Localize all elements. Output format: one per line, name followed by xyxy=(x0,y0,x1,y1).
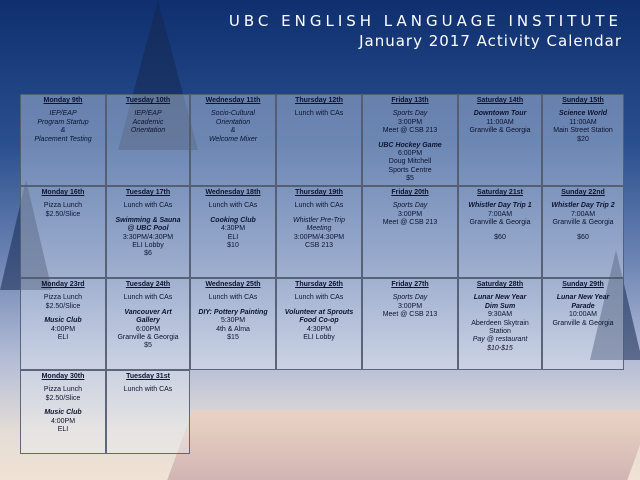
event-line: Cooking Club xyxy=(210,216,256,224)
calendar-day-cell xyxy=(106,278,190,370)
event-line: Doug Mitchell xyxy=(388,158,432,166)
calendar-day-cell xyxy=(542,278,624,370)
event-line: Lunch with CAs xyxy=(208,294,258,302)
event-line: Placement Testing xyxy=(34,135,92,143)
event-line: Sports Centre xyxy=(388,166,432,174)
event-line: $60 xyxy=(577,233,589,241)
event-line: $20 xyxy=(577,135,589,143)
calendar-day-cell xyxy=(362,94,458,186)
event-line: $2.50/Slice xyxy=(45,302,81,310)
event-line: ELI xyxy=(227,233,239,241)
event-line: UBC Hockey Game xyxy=(378,141,442,149)
event-line: $6 xyxy=(144,250,152,258)
calendar-day-cell xyxy=(276,94,362,186)
day-heading: Tuesday 24th xyxy=(125,281,171,288)
event-line: & xyxy=(230,127,236,135)
calendar-day-cell xyxy=(458,186,542,278)
event-line: 4:30PM xyxy=(306,325,332,333)
event-line: Pizza Lunch xyxy=(43,202,83,210)
event-line: Pay @ restaurant xyxy=(472,336,528,344)
event-line: Parade xyxy=(571,302,595,310)
event-line: & xyxy=(60,127,66,135)
event-line: 4th & Alma xyxy=(216,325,250,333)
event-line: ELI Lobby xyxy=(303,334,335,342)
day-heading: Monday 16th xyxy=(41,189,85,196)
calendar-day-cell xyxy=(362,186,458,278)
event-line: $2.50/Slice xyxy=(45,210,81,218)
day-heading: Saturday 21st xyxy=(477,189,523,196)
day-heading: Sunday 15th xyxy=(562,97,604,104)
event-line: Meet @ CSB 213 xyxy=(382,219,438,227)
event-line: 10:00AM xyxy=(568,311,598,319)
calendar-day-cell xyxy=(20,94,106,186)
day-heading: Wednesday 25th xyxy=(205,281,261,288)
event-line: Science World xyxy=(558,110,608,118)
day-heading: Saturday 14th xyxy=(476,97,524,104)
event-line: Pizza Lunch xyxy=(43,294,83,302)
event-line: 3:30PM/4:30PM xyxy=(122,233,174,241)
event-line: $2.50/Slice xyxy=(45,394,81,402)
event-line: Aberdeen Skytrain xyxy=(471,319,529,327)
event-line: 3:00PM xyxy=(397,118,423,126)
event-line: Food Co-op xyxy=(299,317,339,325)
day-heading: Tuesday 31st xyxy=(126,373,170,380)
calendar-day-cell xyxy=(106,370,190,454)
event-line: $10 xyxy=(227,242,239,250)
event-line: Whistler Pre-Trip xyxy=(293,216,345,224)
calendar-header xyxy=(229,12,622,50)
event-line: $60 xyxy=(494,233,506,241)
calendar-day-cell xyxy=(362,278,458,370)
event-line: Meeting xyxy=(306,225,332,233)
event-line: IEP/EAP xyxy=(134,110,162,118)
event-line: IEP/EAP xyxy=(49,110,77,118)
event-line: Downtown Tour xyxy=(473,110,527,118)
day-heading: Thursday 12th xyxy=(295,97,343,104)
event-line: 7:00AM xyxy=(487,210,513,218)
event-line: Granville & Georgia xyxy=(552,319,614,327)
calendar-day-cell xyxy=(542,94,624,186)
event-line: Lunch with CAs xyxy=(123,386,173,394)
day-heading: Wednesday 11th xyxy=(205,97,261,104)
event-line: Dim Sum xyxy=(484,302,516,310)
event-line: Station xyxy=(489,328,511,336)
calendar-day-cell xyxy=(106,94,190,186)
event-line: Lunar New Year xyxy=(473,294,527,302)
event-line: Sports Day xyxy=(392,202,428,210)
event-line: Academic xyxy=(132,118,164,126)
event-line: ELI xyxy=(57,426,69,434)
calendar-day-cell xyxy=(20,278,106,370)
calendar-day-cell xyxy=(106,186,190,278)
calendar-day-cell xyxy=(190,186,276,278)
event-line: Granville & Georgia xyxy=(469,219,531,227)
day-heading: Thursday 19th xyxy=(295,189,343,196)
event-line: @ UBC Pool xyxy=(127,225,169,233)
event-line: Meet @ CSB 213 xyxy=(382,127,438,135)
calendar-day-cell xyxy=(276,186,362,278)
event-line: Granville & Georgia xyxy=(117,334,179,342)
day-heading: Sunday 29th xyxy=(562,281,604,288)
event-line: 11:00AM xyxy=(569,118,597,126)
calendar-day-cell xyxy=(190,278,276,370)
day-heading: Monday 30th xyxy=(41,373,85,380)
event-line: Whistler Day Trip 1 xyxy=(468,202,532,210)
calendar-day-cell xyxy=(276,278,362,370)
event-line: Sports Day xyxy=(392,110,428,118)
day-heading: Friday 27th xyxy=(391,281,429,288)
event-line: 4:30PM xyxy=(220,225,246,233)
event-line: Lunch with CAs xyxy=(123,294,173,302)
event-line: Pizza Lunch xyxy=(43,386,83,394)
event-line: ELI xyxy=(57,334,69,342)
event-line: 6:00PM xyxy=(135,325,161,333)
calendar-day-cell xyxy=(20,370,106,454)
calendar-title: January 2017 Activity Calendar xyxy=(359,32,622,50)
day-heading: Wednesday 18th xyxy=(205,189,261,196)
calendar-day-cell xyxy=(458,94,542,186)
calendar-day-cell xyxy=(190,94,276,186)
event-line: Orientation xyxy=(130,127,166,135)
event-line: ELI Lobby xyxy=(132,242,164,250)
day-heading: Monday 23rd xyxy=(41,281,85,288)
calendar-day-cell xyxy=(458,278,542,370)
day-heading: Friday 20th xyxy=(391,189,429,196)
event-line: $10-$15 xyxy=(487,344,513,352)
event-line: Vancouver Art xyxy=(124,308,172,316)
event-line: Volunteer at Sprouts xyxy=(284,308,354,316)
event-line: Lunch with CAs xyxy=(294,202,344,210)
event-line: Whistler Day Trip 2 xyxy=(551,202,615,210)
event-line: Main Street Station xyxy=(553,127,613,135)
day-heading: Thursday 26th xyxy=(295,281,343,288)
event-line: Gallery xyxy=(136,317,160,325)
day-heading: Sunday 22nd xyxy=(561,189,605,196)
event-line: 3:00PM xyxy=(397,302,423,310)
event-line: Program Startup xyxy=(37,118,89,126)
event-line: $5 xyxy=(406,175,414,183)
event-line: Granville & Georgia xyxy=(552,219,614,227)
event-line: Lunch with CAs xyxy=(123,202,173,210)
event-line: Music Club xyxy=(44,409,82,417)
event-line: Welcome Mixer xyxy=(208,135,258,143)
calendar-day-cell xyxy=(542,186,624,278)
event-line: 5:30PM xyxy=(220,317,246,325)
event-line: Orientation xyxy=(215,118,251,126)
event-line: Sports Day xyxy=(392,294,428,302)
event-line: 4:00PM xyxy=(50,417,76,425)
event-line: 4:00PM xyxy=(50,325,76,333)
institute-title: UBC ENGLISH LANGUAGE INSTITUTE xyxy=(228,12,622,30)
event-line: 6:00PM xyxy=(397,150,423,158)
event-line: Swimming & Sauna xyxy=(115,216,181,224)
event-line: 3:00PM/4:30PM xyxy=(293,233,345,241)
event-line: Granville & Georgia xyxy=(469,127,531,135)
event-line: 9:30AM xyxy=(487,311,513,319)
day-heading: Friday 13th xyxy=(391,97,429,104)
event-line: 11:00AM xyxy=(486,118,514,126)
day-heading: Tuesday 10th xyxy=(125,97,171,104)
event-line: 3:00PM xyxy=(397,210,423,218)
activity-calendar-grid xyxy=(20,94,624,462)
event-line: Lunch with CAs xyxy=(294,294,344,302)
event-line: $15 xyxy=(227,334,239,342)
event-line: $5 xyxy=(144,342,152,350)
event-line: Meet @ CSB 213 xyxy=(382,311,438,319)
event-line: Socio-Cultural xyxy=(211,110,255,118)
event-line: Lunar New Year xyxy=(556,294,610,302)
event-line: 7:00AM xyxy=(570,210,596,218)
event-line: Lunch with CAs xyxy=(208,202,258,210)
event-line: Lunch with CAs xyxy=(294,110,344,118)
day-heading: Monday 9th xyxy=(43,97,83,104)
calendar-day-cell xyxy=(20,186,106,278)
day-heading: Tuesday 17th xyxy=(125,189,171,196)
day-heading: Saturday 28th xyxy=(476,281,524,288)
event-line: CSB 213 xyxy=(304,242,334,250)
event-line: DIY: Pottery Painting xyxy=(198,308,268,316)
event-line: Music Club xyxy=(44,317,82,325)
